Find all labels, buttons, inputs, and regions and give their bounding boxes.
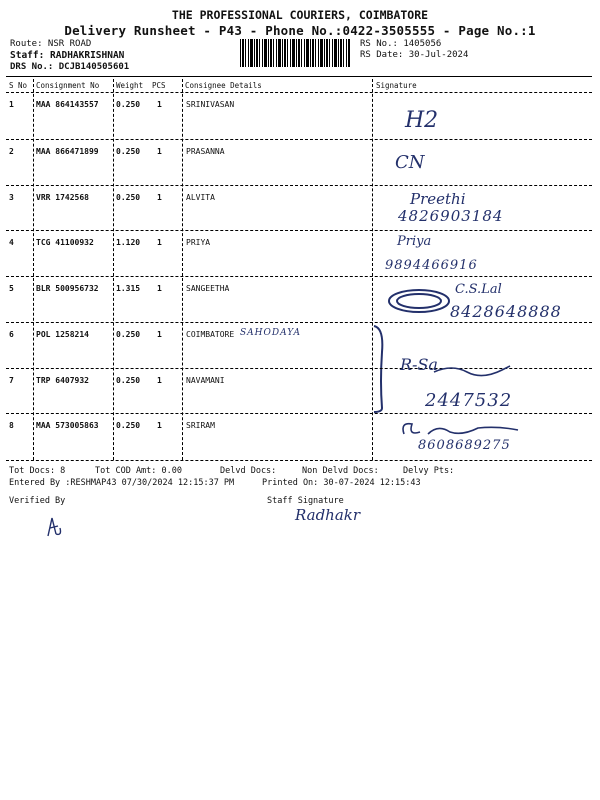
handwritten-note: SAHODAYA [240, 328, 301, 338]
signature-handwriting: H2 [405, 108, 439, 133]
col-signature: Signature [376, 81, 417, 90]
rs-date: RS Date: 30-Jul-2024 [360, 50, 469, 60]
col-consignment: Consignment No [36, 81, 100, 90]
row-pcs: 1 [157, 284, 162, 293]
row-sno: 5 [9, 284, 14, 293]
phone-handwriting: 4826903184 [398, 207, 504, 225]
row-sno: 6 [9, 330, 14, 339]
row-consignment: POL 1258214 [36, 330, 89, 339]
rs-number: RS No.: 1405056 [360, 39, 442, 49]
row-weight: 0.250 [116, 330, 141, 339]
phone-handwriting: 8608689275 [418, 438, 511, 453]
staff-signature-handwriting: Radhakr [295, 506, 361, 524]
total-cod-amount: Tot COD Amt: 0.00 [95, 466, 182, 476]
row-sno: 1 [9, 100, 14, 109]
row-weight: 1.315 [116, 284, 141, 293]
signature-handwriting: C.S.Lal [455, 282, 502, 297]
row-separator [6, 413, 592, 414]
delivered-docs: Delvd Docs: [220, 466, 277, 476]
row-consignment: TRP 6407932 [36, 376, 89, 385]
signature-stroke [432, 360, 512, 380]
row-weight: 0.250 [116, 421, 141, 430]
row-consignment: MAA 573005863 [36, 421, 99, 430]
signature-handwriting: Priya [397, 234, 432, 249]
row-pcs: 1 [157, 100, 162, 109]
staff-label: Staff: RADHAKRISHNAN [10, 50, 125, 61]
row-consignee: SRINIVASAN [186, 100, 235, 109]
phone-handwriting: 9894466916 [385, 258, 478, 273]
verifier-initial-mark [44, 514, 64, 540]
row-sno: 7 [9, 376, 14, 385]
signature-handwriting: R-Sa [400, 355, 438, 374]
row-sno: 2 [9, 147, 14, 156]
row-pcs: 1 [157, 147, 162, 156]
runsheet-subtitle: Delivery Runsheet - P43 - Phone No.:0422-3505555 - Page No.:1 [64, 23, 536, 38]
row-consignment: VRR 1742568 [36, 193, 89, 202]
row-weight: 0.250 [116, 100, 141, 109]
route-label: Route: NSR ROAD [10, 39, 92, 49]
row-consignee: PRASANNA [186, 147, 225, 156]
col-divider [113, 79, 114, 460]
row-consignee: COIMBATORE [186, 330, 235, 339]
row-sno: 3 [9, 193, 14, 202]
row-sno: 8 [9, 421, 14, 430]
row-separator [6, 139, 592, 140]
row-weight: 0.250 [116, 376, 141, 385]
row-consignee: NAVAMANI [186, 376, 225, 385]
row-consignment: MAA 864143557 [36, 100, 99, 109]
entered-by: Entered By :RESHMAP43 07/30/2024 12:15:37 PM [9, 478, 235, 488]
row-separator [6, 460, 592, 461]
row-consignment: TCG 41100932 [36, 238, 94, 247]
row-sno: 4 [9, 238, 14, 247]
row-consignee: SRIRAM [186, 421, 215, 430]
row-pcs: 1 [157, 330, 162, 339]
row-pcs: 1 [157, 421, 162, 430]
row-separator [6, 185, 592, 186]
non-delivered-docs: Non Delvd Docs: [302, 466, 379, 476]
col-divider [182, 79, 183, 460]
row-weight: 0.250 [116, 193, 141, 202]
signature-handwriting: CN [395, 152, 425, 173]
phone-handwriting: 2447532 [425, 390, 513, 411]
col-pcs: PCS [152, 81, 166, 90]
row-separator [6, 230, 592, 231]
row-consignment: MAA 866471899 [36, 147, 99, 156]
row-separator [6, 322, 592, 323]
verified-by-label: Verified By [9, 496, 66, 506]
drs-number: DRS No.: DCJB140505601 [10, 62, 130, 72]
col-divider [33, 79, 34, 460]
row-separator [6, 276, 592, 277]
col-consignee: Consignee Details [185, 81, 262, 90]
row-pcs: 1 [157, 193, 162, 202]
printed-on: Printed On: 30-07-2024 12:15:43 [262, 478, 421, 488]
barcode-image [240, 39, 350, 67]
phone-handwriting: 8428648888 [450, 302, 562, 321]
row-consignee: SANGEETHA [186, 284, 230, 293]
row-consignee: PRIYA [186, 238, 211, 247]
scribble-mark [385, 286, 453, 316]
col-weight: Weight [116, 81, 144, 90]
staff-signature-label: Staff Signature [267, 496, 344, 506]
row-weight: 1.120 [116, 238, 141, 247]
row-weight: 0.250 [116, 147, 141, 156]
row-consignment: BLR 500956732 [36, 284, 99, 293]
column-header-rule [6, 92, 592, 93]
row-pcs: 1 [157, 238, 162, 247]
delivery-points: Delvy Pts: [403, 466, 455, 476]
row-pcs: 1 [157, 376, 162, 385]
col-sno: S No [9, 81, 28, 90]
company-title: THE PROFESSIONAL COURIERS, COIMBATORE [171, 8, 429, 22]
row-consignee: ALVITA [186, 193, 215, 202]
total-docs: Tot Docs: 8 [9, 466, 66, 476]
header-rule [6, 76, 592, 77]
signature-handwriting: Preethi [410, 190, 466, 208]
